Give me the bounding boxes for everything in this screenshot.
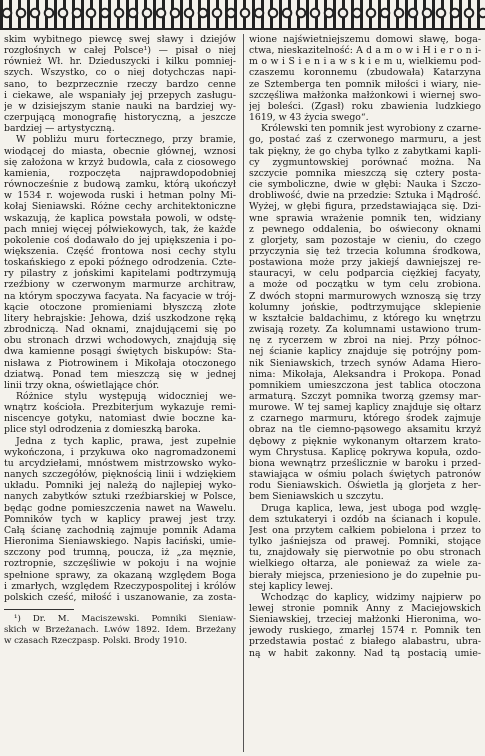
right_column-line: przedstawia postać z białego alabastru, ubra- bbox=[249, 636, 481, 648]
right_column-line: ctwa, nieskazitelność: A d a m o w i H i e r o n i- bbox=[249, 45, 481, 57]
right_column-line: rodu Sieniawskich. Oświetla ją glorjeta z her- bbox=[249, 480, 481, 492]
ornamental-header-border bbox=[0, 0, 485, 30]
right_column-line: tu, znajdowały się pierwotnie po obu stronach bbox=[249, 547, 481, 559]
left_column-line: skim wybitnego piewcę swej sławy i dziejów bbox=[4, 34, 236, 45]
right_column-line: nik Sieniawskich, trzech synów Adama Hiero- bbox=[249, 357, 481, 369]
right_column-line: go, postać zaś z czerwonego marmuru, a jest bbox=[249, 134, 481, 146]
left_column-line: większenia. Część frontowa nosi cechy stylu bbox=[4, 245, 236, 257]
right_column-line: postawiona może przy jakiejś dawniejszej re- bbox=[249, 257, 481, 269]
left_column-line: tu arcydziełami, mnóstwem mistrzowsko wyko- bbox=[4, 457, 236, 469]
footnote-line: skich w Brzeżanach. Lwów 1892. Idem. Brzeżany bbox=[4, 624, 236, 635]
left_column-line: kącie otoczone promieniami błyszczą złote bbox=[4, 301, 236, 313]
left_column-line: toskańskiego z epoki późnego odrodzenia. Czte- bbox=[4, 257, 236, 269]
left_column-line: Jedna z tych kaplic, prawa, jest zupełnie bbox=[16, 435, 236, 447]
right_column-line: Wyżej, w głębi figura, przedstawiająca się. Dzi- bbox=[249, 201, 481, 213]
left_column-line: Całą ścianę zachodnią zajmuje pomnik Adama bbox=[4, 524, 236, 536]
right_column-line: stauracyi, w celu podparcia ciężkiej facyaty, bbox=[249, 268, 481, 280]
right_column-line: biona wewnątrz prześlicznie w baroku i przed- bbox=[249, 457, 481, 469]
right_column-line: Królewski ten pomnik jest wyrobiony z czarne- bbox=[261, 123, 481, 135]
footnote-line: ¹) Dr. M. Maciszewski. Pomniki Sieniaw- bbox=[14, 613, 236, 624]
left_column-line: dziatwą. Ponad tem mieszczą się w jednej bbox=[4, 368, 236, 380]
left_column-line: się założona w krzyż budowla, cała z ciosowego bbox=[4, 156, 236, 168]
left_column-line: ry pilastry z jońskimi kapitelami podtrzymują bbox=[4, 268, 236, 280]
right_column-line: w kształcie baldachimu, z którego ku wnętrzu bbox=[249, 312, 481, 324]
left_column-line: w 1534 r. wojewoda ruski i hetman polny Mi- bbox=[4, 190, 236, 202]
left_column-line: i ciekawe, ale wspaniały jej przepych zasługu- bbox=[4, 89, 236, 101]
left_column-line: na którym spoczywa facyata. Na facyacie w trój- bbox=[4, 290, 236, 302]
right_column-line: ze Sztemberga ten pomnik miłości i wiary, nie- bbox=[249, 78, 481, 90]
left_column-line: wskazują, że kaplica powstała powoli, w odstę- bbox=[4, 212, 236, 224]
left_column-line: bardziej — artystyczną. bbox=[4, 123, 115, 135]
right_column-line: z czarnego marmuru, którego środek zajmuje bbox=[249, 413, 481, 425]
right_column-line: szczęśliwa małżonka małżonkowi i wiernej swo- bbox=[249, 89, 481, 101]
right_column-line: wym Chrystusa. Kaplicę pokrywa kopuła, ozdo- bbox=[249, 446, 481, 458]
left_column-line: i zmarłych, względem Rzeczypospolitej i królów bbox=[4, 580, 236, 592]
footnote bbox=[4, 614, 236, 646]
left_column-line: linii trzy okna, oświetlające chór. bbox=[4, 379, 160, 391]
left_column-line: rozgłośnych w całej Polsce¹) — pisał o niej bbox=[4, 45, 236, 57]
left-column bbox=[4, 34, 236, 752]
right_column-line: czaszemu koronnemu (zbudowała) Katarzyna bbox=[249, 67, 481, 79]
right_column-line: z glorjety, sam pozostaje w cieniu, do czego bbox=[249, 234, 481, 246]
right_column-line: nima: Mikołaja, Aleksandra i Prokopa. Ponad bbox=[249, 368, 481, 380]
left_column-line: nanych szczegółów, pięknością linii i wdziękiem bbox=[4, 469, 236, 481]
footnote-line: w czasach Rzeczpasp. Polski. Brody 1910. bbox=[4, 635, 188, 646]
left_column-line: pokolenie coś dodawało do jej upiększenia i po- bbox=[4, 234, 236, 246]
right-column bbox=[249, 34, 481, 752]
right_column-line: drobliwość, dwie na przedzie: Sztuka i Mądrość. bbox=[249, 190, 481, 202]
right_column-line: armaturą. Szczyt pomnika tworzą gzemsy mar- bbox=[249, 391, 481, 402]
left_column-line: polskich cześć, miłość i uszanowanie, za zosta- bbox=[4, 591, 236, 603]
left_column-line: będąc godne pomieszczenia nawet na Wawelu. bbox=[4, 502, 236, 514]
left_column-line: sano, to bezprzecznie rzeczy bardzo cenne bbox=[4, 78, 236, 90]
right_column-line: dem sztukateryi i ozdób na ścianach i kopule. bbox=[249, 513, 481, 525]
right_column-line: ną w habit zakonny. Nad tą postacią umie- bbox=[249, 647, 481, 659]
right_column-line: nę z rycerzem w zbroi na niej. Przy północ- bbox=[249, 335, 481, 347]
left_column-line: pach mniej więcej półwiekowych, tak, że każde bbox=[4, 223, 236, 235]
right_column-line: nej ścianie kaplicy znajduje się potrójny pom- bbox=[249, 346, 481, 358]
right_column-line: zwisają rozety. Za kolumnami ustawiono trum- bbox=[249, 324, 481, 336]
right_column-line: z pewnego oddalenia, bo oświecony oknami bbox=[249, 223, 481, 235]
right_column-line: stawiająca w ośmiu polach świętych patronów bbox=[249, 469, 481, 481]
left_column-line: układu. Pomniki jej należą do najlepiej wyko- bbox=[4, 480, 236, 492]
right_column-line: szczycie pomnika mieszczą się cztery posta- bbox=[249, 167, 481, 179]
right_column-line: bierały miejsca, przeniesiono je do zupełnie pu- bbox=[249, 569, 481, 581]
right_column-line: Sieniawskiej, trzeciej małżonki Hieronima, wo- bbox=[249, 614, 481, 626]
left_column-line: dwa kamienne posągi świętych biskupów: Sta- bbox=[4, 346, 236, 358]
right_column-line: stej kaplicy lewej. bbox=[249, 580, 334, 592]
right_column-line: a może od początku w tym celu zrobiona. bbox=[249, 279, 481, 291]
right_column-line: lewej stronie pomnik Anny z Maciejowskich bbox=[249, 602, 481, 614]
right_column-line: kolumny jońskie, podtrzymujące sklepienie bbox=[249, 301, 481, 313]
left_column-line: wiodącej do miasta, obecnie głównej, wznosi bbox=[4, 145, 236, 157]
right_column-line: m o w i S i e n i a w s k i e m u, wielkiemu pod- bbox=[249, 56, 481, 68]
two-column-page bbox=[4, 34, 481, 752]
left_column-line: zbrodniczą. Nad oknami, znajdującemi się po bbox=[4, 324, 236, 336]
right_column-line: przyczynia się też trzecia kolumna środkowa, bbox=[249, 245, 481, 257]
left_column-line: je w dzisiejszym stanie nauki na bardziej wy- bbox=[4, 100, 236, 112]
header-ornament-pattern bbox=[0, 6, 485, 20]
right_column-line: bem Sieniawskich u szczytu. bbox=[249, 491, 384, 503]
right_column-line: wione najświetniejszemu domowi sławę, boga- bbox=[249, 34, 481, 45]
left_column-line: litery hebrajskie: Jehowa, dziś uszkodzone ręką bbox=[4, 312, 236, 324]
right_column-line: jej boleści. (Zgasł) roku zbawienia ludzkiego bbox=[249, 100, 481, 112]
right_column-line: murowe. W tej samej kaplicy znajduje się ołtarz bbox=[249, 402, 481, 414]
right_column-line: Z dwóch stopni marmurowych wznoszą się trzy bbox=[249, 290, 481, 302]
right_column-line: 1619, w 43 życia swego“. bbox=[249, 112, 369, 124]
right_column-line: pomnikiem umieszczona jest tablica otoczona bbox=[249, 379, 481, 391]
left_column-line: kołaj Sieniawski. Różne cechy architektoniczne bbox=[4, 201, 236, 213]
left_column-line: W pobliżu muru fortecznego, przy bramie, bbox=[16, 134, 236, 146]
left_column-line: obu stronach drzwi wchodowych, znajdują się bbox=[4, 335, 236, 347]
left_column-line: równocześnie z budową zamku, którą ukończył bbox=[4, 179, 236, 191]
left_column-line: wykończona, i przykuwa oko nagromadzonemi bbox=[4, 446, 236, 458]
left_column-line: Hieronima Sieniawskiego. Napis łaciński, umie- bbox=[4, 536, 236, 548]
left_column-line: Pomników tych w kaplicy prawej jest trzy. bbox=[4, 513, 236, 525]
left_column-line: roztropnie, szczęśliwie w pokoju i na wojnie bbox=[4, 558, 236, 570]
right_column-line: cy zygmuntowskiej porównać można. Na bbox=[249, 156, 481, 168]
right_column-line: tak piękny, że go chyba tylko z zabytkami kapli- bbox=[249, 145, 481, 157]
right_column-line: tylko jaśniejsza od prawej. Pomniki, stojące bbox=[249, 536, 481, 548]
left_column-line: spełnione sprawy, za okazaną względem Boga bbox=[4, 569, 236, 581]
column-divider bbox=[243, 34, 244, 752]
left_column-line: Różnice stylu występują widoczniej we- bbox=[16, 391, 236, 402]
left_column-line: szych. Wszystko, co o niej dotychczas napi- bbox=[4, 67, 236, 79]
left_column-line: rzeźbiony w czerwonym marmurze architraw, bbox=[4, 279, 236, 291]
left_column-line: plice styl odrodzenia z domieszką baroka. bbox=[4, 424, 201, 436]
right_column-line: obraz na tle ciemno-pąsowego aksamitu krzyż bbox=[249, 424, 481, 436]
left_column-line: kamienia, rozpoczęta najprawdopodobniej bbox=[4, 167, 236, 179]
left_column-line: nisława z Piotrowinem i Mikołaja otoczonego bbox=[4, 357, 236, 369]
right_column-line: dębowy z pięknie wykonanym ołtarzem krato- bbox=[249, 435, 481, 447]
right_column-line: jewody ruskiego, zmarłej 1574 r. Pomnik ten bbox=[249, 625, 481, 637]
right_column-line: Druga kaplica, lewa, jest uboga pod wzglę- bbox=[261, 502, 481, 514]
right_column-line: cie symboliczne, dwie w głębi: Nauka i Szczo- bbox=[249, 179, 481, 191]
left_column-line: niscencye gotyku, natomiast dwie boczne ka- bbox=[4, 413, 236, 425]
footnote-separator bbox=[4, 609, 74, 610]
left_column-line: czerpującą monografię historyczną, a jeszcze bbox=[4, 112, 236, 124]
right_column-line: wne sprawia wrażenie pomnik ten, widziany bbox=[249, 212, 481, 224]
left_column-line: nanych zabytków sztuki rzeźbiarskiej w Polsce, bbox=[4, 491, 236, 503]
right_column-line: wielkiego ołtarza, ale ponieważ za wiele za- bbox=[249, 558, 481, 570]
right_column-line: Jest ona przytem całkiem pobielona i przez to bbox=[249, 524, 481, 536]
left_column-line: wnątrz kościoła. Prezbiterjum wykazuje remi- bbox=[4, 402, 236, 414]
left_column-line: również Wł. hr. Dzieduszycki i kilku pomniej- bbox=[4, 56, 236, 68]
left_column-line: szczony pod trumną, poucza, iż „za męznie, bbox=[4, 547, 236, 559]
right_column-line: Wchodząc do kaplicy, widzimy najpierw po bbox=[261, 591, 481, 603]
